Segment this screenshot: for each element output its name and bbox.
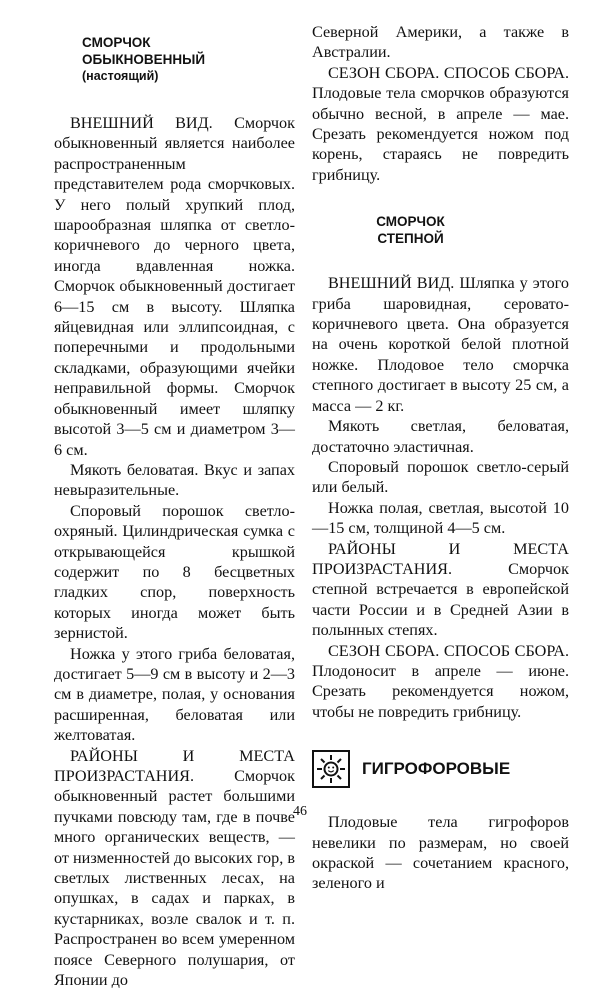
paragraph-appearance: ВНЕШНИЙ ВИД. Сморчок обыкновенный является наиболее распространенным представителем рода сморчковых. У него полый хрупкий плод, шарообразная шляпка от светло-коричневого до черного цвета, иногда вдавленная ножка. Сморчок обыкновенный достигает 6—15 см в высоту. Шляпка яйцевидная или эллипсоидная, с поперечными и продольными складками, образующими ячейки неправильной формы. Сморчок обыкновенный имеет шляпку высотой 3—5 см и диаметром 3—6 см.	[54, 114, 295, 459]
paragraph-flesh-steppe: Мякоть светлая, беловатая, достаточно эластичная.	[312, 417, 569, 456]
heading-line-1: СМОРЧОК	[376, 214, 445, 230]
heading-line-1: СМОРЧОК	[82, 35, 151, 50]
paragraph-habitat: РАЙОНЫ И МЕСТА ПРОИЗРАСТАНИЯ. Сморчок обыкновенный растет большими пучками повсюду там, где в почве много органических веществ, — от низменностей до высоких гор, в светлых лиственных лесах, на опушках, в садах и парках, в кустарниках, возле свалок и т. п. Распространен во всем умеренном поясе Северного полушария, от Японии до	[54, 746, 295, 990]
heading-subtitle: (настоящий)	[82, 69, 159, 83]
heading-line-2: ОБЫКНОВЕННЫЙ	[82, 52, 206, 67]
paragraph-flesh: Мякоть беловатая. Вкус и запах невыразительные.	[54, 460, 295, 500]
sun-face-icon	[312, 750, 350, 788]
heading-line-2: СТЕПНОЙ	[377, 231, 444, 247]
paragraph-habitat-steppe: РАЙОНЫ И МЕСТА ПРОИЗРАСТАНИЯ. Сморчок степной встречается в европейской части России и в Средней Азии в полынных степях.	[312, 539, 569, 640]
left-column	[54, 22, 295, 990]
section-header-gigroforovye	[312, 750, 569, 788]
paragraph-spore-powder: Споровый порошок светло-охряный. Цилиндрическая сумка с открывающейся крышкой содержит по 8 бесцветных гладких спор, поверхность которых иногда может быть зернистой.	[54, 501, 295, 643]
heading-smorchok-stepnoy	[312, 213, 569, 247]
paragraph-stem-steppe: Ножка полая, светлая, высотой 10—15 см, толщиной 4—5 см.	[312, 498, 569, 538]
paragraph-gigrofory-intro: Плодовые тела гигрофоров невелики по размерам, но своей окраской — сочетанием красного, зеленого и	[312, 813, 569, 893]
paragraph-stem: Ножка у этого гриба беловатая, достигает 5—9 см в высоту и 2—3 см в диаметре, полая, у основания расширенная, беловатая или желтоватая.	[54, 644, 295, 745]
paragraph-appearance-steppe: ВНЕШНИЙ ВИД. Шляпка у этого гриба шаровидная, серовато-коричневого цвета. Она образуется на очень короткой белой плотной ножке. Плодовое тело сморчка степного достигает в высоту 25 см, а масса — 2 кг.	[312, 274, 569, 415]
heading-smorchok-obyknovenny	[82, 34, 295, 85]
page-number: 46	[293, 804, 307, 819]
right-column	[312, 22, 569, 894]
paragraph-continued: Северной Америки, а также в Австралии.	[312, 23, 569, 62]
paragraph-spore-steppe: Споровый порошок светло-серый или белый.	[312, 457, 569, 497]
paragraph-season-steppe: СЕЗОН СБОРА. СПОСОБ СБОРА. Плодоносит в апреле — июне. Срезать рекомендуется ножом, чтобы не повредить грибницу.	[312, 641, 569, 721]
paragraph-season: СЕЗОН СБОРА. СПОСОБ СБОРА. Плодовые тела сморчков образуются обычно весной, в апреле — мае. Срезать рекомендуется ножом под корень, стараясь не повредить грибницу.	[312, 63, 569, 184]
section-title: ГИГРОФОРОВЫЕ	[362, 759, 511, 779]
